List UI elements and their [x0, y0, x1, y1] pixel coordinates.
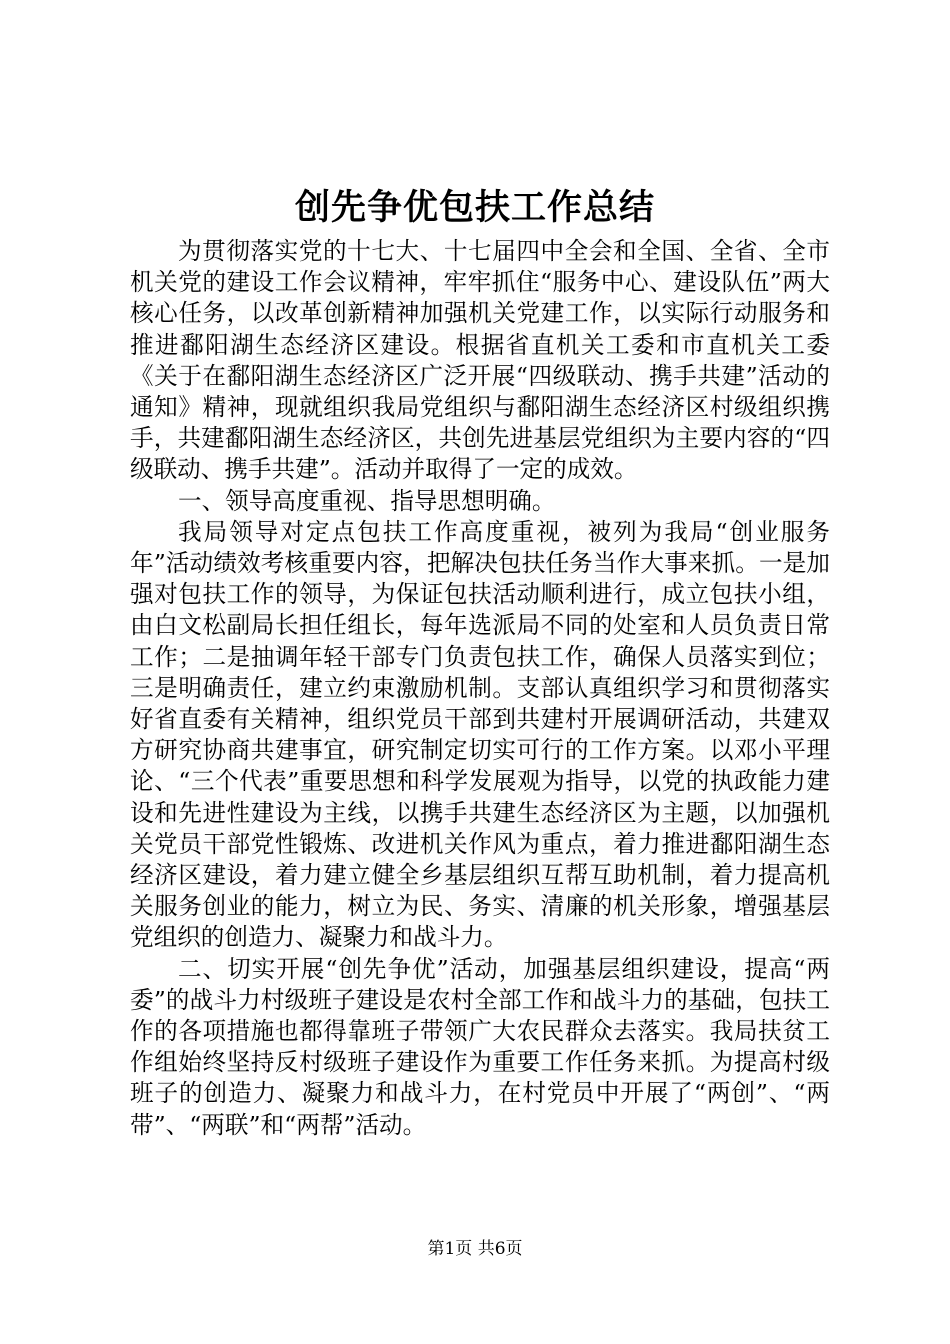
page-number-footer: 第1页 共6页 [427, 1239, 523, 1259]
document-title: 创先争优包扶工作总结 [294, 187, 655, 228]
section-heading-2-paragraph: 二、切实开展“创先争优”活动，加强基层组织建设，提高“两委”的战斗力村级班子建设是农村全部工作和战斗力的基础，包扶工作的各项措施也都得靠班子带领广大农民群众去落实。我局扶贫工作组始终坚持反村级班子建设作为重要工作任务来抓。为提高村级班子的创造力、凝聚力和战斗力，在村党员中开展了“两创”、“两带”、“两联”和“两帮”活动。 [130, 954, 830, 1139]
section-1-paragraph: 我局领导对定点包扶工作高度重视，被列为我局“创业服务年”活动绩效考核重要内容，把解决包扶任务当作大事来抓。一是加强对包扶工作的领导，为保证包扶活动顺利进行，成立包扶小组，由白文松副局长担任组长，每年选派局不同的处室和人员负责日常工作；二是抽调年轻干部专门负责包扶工作，确保人员落实到位；三是明确责任，建立约束激励机制。支部认真组织学习和贯彻落实好省直委有关精神，组织党员干部到共建村开展调研活动，共建双方研究协商共建事宜，研究制定切实可行的工作方案。以邓小平理论、“三个代表”重要思想和科学发展观为指导，以党的执政能力建设和先进性建设为主线，以携手共建生态经济区为主题，以加强机关党员干部党性锻炼、改进机关作风为重点，着力推进鄱阳湖生态经济区建设，着力建立健全乡基层组织互帮互助机制，着力提高机关服务创业的能力，树立为民、务实、清廉的机关形象，增强基层党组织的创造力、凝聚力和战斗力。 [130, 517, 830, 952]
section-heading-1: 一、领导高度重视、指导思想明确。 [178, 486, 556, 515]
document-body [130, 236, 830, 1141]
intro-paragraph: 为贯彻落实党的十七大、十七届四中全会和全国、全省、全市机关党的建设工作会议精神，牢牢抓住“服务中心、建设队伍”两大核心任务，以改革创新精神加强机关党建工作，以实际行动服务和推进鄱阳湖生态经济区建设。根据省直机关工委和市直机关工委《关于在鄱阳湖生态经济区广泛开展“四级联动、携手共建”活动的通知》精神，现就组织我局党组织与鄱阳湖生态经济区村级组织携手，共建鄱阳湖生态经济区，共创先进基层党组织为主要内容的“四级联动、携手共建”。活动并取得了一定的成效。 [130, 237, 830, 484]
